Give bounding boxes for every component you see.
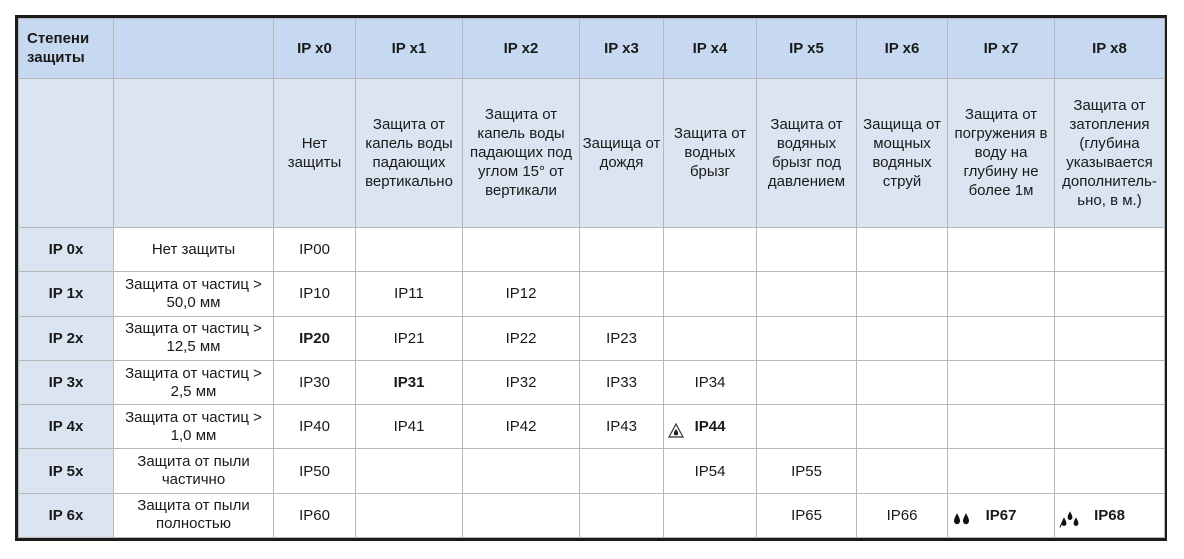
ip-rating-table <box>18 18 1165 538</box>
rating-code: IP32 <box>505 374 537 392</box>
table-row <box>19 493 1165 537</box>
desc-ipx0: Нет защиты <box>274 78 356 227</box>
rating-cell <box>1055 449 1165 493</box>
row-protection: Защита от пыли частично <box>114 449 274 493</box>
rating-cell <box>664 449 757 493</box>
rating-cell <box>274 228 356 272</box>
rating-code: IP60 <box>299 506 330 524</box>
rating-cell <box>356 449 463 493</box>
rating-cell <box>580 449 664 493</box>
desc-ipx7: Защита от погружения в воду на глубину не более 1м <box>948 78 1055 227</box>
rating-cell <box>857 449 948 493</box>
desc-ipx8: Защита от затопления (глубина указывается дополнитель-ьно, в м.) <box>1055 78 1165 227</box>
rating-cell <box>1055 316 1165 360</box>
rating-cell <box>857 405 948 449</box>
rating-cell <box>580 272 664 316</box>
col-header-ipx5: IP x5 <box>757 19 857 79</box>
desc-ipx1: Защита от капель воды падающих вертикально <box>356 78 463 227</box>
rating-code: IP43 <box>606 418 637 436</box>
rating-code: IP41 <box>393 418 425 436</box>
rating-cell <box>580 405 664 449</box>
col-header-ipx4: IP x4 <box>664 19 757 79</box>
desc-ipx4: Защита от водных брызг <box>664 78 757 227</box>
rating-code: IP40 <box>299 418 330 436</box>
rating-cell <box>664 228 757 272</box>
rating-cell <box>274 493 356 537</box>
description-row <box>19 78 1165 227</box>
col-header-ipx2: IP x2 <box>463 19 580 79</box>
triple-drop-icon <box>1059 511 1081 534</box>
rating-code: IP54 <box>694 462 726 480</box>
rating-cell <box>664 316 757 360</box>
rating-code: IP66 <box>886 506 918 524</box>
rating-code: IP55 <box>791 462 822 480</box>
rating-code: IP34 <box>694 374 726 392</box>
rating-code: IP00 <box>299 241 330 259</box>
rating-code: IP23 <box>606 329 637 347</box>
col-header-ipx3: IP x3 <box>580 19 664 79</box>
rating-cell <box>274 405 356 449</box>
rating-cell <box>463 228 580 272</box>
corner-header: Степени защиты <box>19 19 114 79</box>
rating-cell <box>664 272 757 316</box>
rating-cell <box>948 228 1055 272</box>
rating-cell <box>664 360 757 404</box>
rating-code: IP68 <box>1094 506 1125 524</box>
row-protection: Нет защиты <box>114 228 274 272</box>
row-protection: Защита от частиц > 12,5 мм <box>114 316 274 360</box>
rating-cell <box>356 405 463 449</box>
rating-code: IP11 <box>394 285 424 303</box>
table-row <box>19 272 1165 316</box>
rating-cell <box>356 228 463 272</box>
rating-cell <box>1055 405 1165 449</box>
table-row <box>19 316 1165 360</box>
rating-cell <box>463 316 580 360</box>
rating-cell <box>580 316 664 360</box>
row-code: IP 6x <box>19 493 114 537</box>
col-header-ipx6: IP x6 <box>857 19 948 79</box>
rating-cell <box>463 272 580 316</box>
desc-ipx5: Защита от водяных брызг под давлением <box>757 78 857 227</box>
double-drop-icon <box>952 512 972 531</box>
rating-cell <box>580 360 664 404</box>
rating-cell <box>580 228 664 272</box>
table-row <box>19 449 1165 493</box>
rating-cell <box>356 316 463 360</box>
rating-cell <box>463 360 580 404</box>
row-protection: Защита от частиц > 1,0 мм <box>114 405 274 449</box>
rating-cell <box>463 405 580 449</box>
rating-code: IP21 <box>393 329 425 347</box>
rating-cell <box>1055 228 1165 272</box>
rating-cell <box>948 272 1055 316</box>
water-drop-triangle-icon <box>668 423 684 443</box>
rating-code: IP42 <box>505 418 537 436</box>
rating-cell <box>1055 272 1165 316</box>
rating-cell <box>274 316 356 360</box>
rating-cell <box>274 272 356 316</box>
rating-code: IP20 <box>299 329 330 347</box>
rating-cell <box>463 493 580 537</box>
rating-code: IP31 <box>393 374 425 392</box>
table-row <box>19 360 1165 404</box>
rating-cell <box>757 272 857 316</box>
rating-cell <box>1055 360 1165 404</box>
rating-cell <box>664 493 757 537</box>
header-row <box>19 19 1165 79</box>
rating-cell <box>857 228 948 272</box>
rating-cell <box>948 360 1055 404</box>
rating-cell <box>274 360 356 404</box>
rating-cell <box>1055 493 1165 537</box>
rating-code: IP65 <box>791 506 822 524</box>
rating-code: IP67 <box>985 506 1017 524</box>
rating-cell <box>757 228 857 272</box>
rating-cell <box>664 405 757 449</box>
row-code: IP 5x <box>19 449 114 493</box>
rating-cell <box>356 360 463 404</box>
desc-ipx3: Защища от дождя <box>580 78 664 227</box>
row-protection: Защита от частиц > 50,0 мм <box>114 272 274 316</box>
rating-cell <box>948 449 1055 493</box>
rating-cell <box>757 405 857 449</box>
rating-code: IP30 <box>299 374 330 392</box>
rating-cell <box>757 360 857 404</box>
ip-rating-table-frame <box>15 15 1167 541</box>
row-code: IP 0x <box>19 228 114 272</box>
rating-cell <box>356 272 463 316</box>
table-row <box>19 405 1165 449</box>
table-body <box>19 228 1165 538</box>
table-row <box>19 228 1165 272</box>
rating-cell <box>757 493 857 537</box>
rating-code: IP44 <box>694 418 726 436</box>
rating-code: IP50 <box>299 462 330 480</box>
rating-cell <box>857 360 948 404</box>
rating-cell <box>356 493 463 537</box>
rating-cell <box>580 493 664 537</box>
rating-code: IP22 <box>505 329 537 347</box>
col-header-ipx1: IP x1 <box>356 19 463 79</box>
desc-blank-0 <box>19 78 114 227</box>
rating-cell <box>274 449 356 493</box>
rating-cell <box>857 272 948 316</box>
blank-header <box>114 19 274 79</box>
rating-cell <box>948 316 1055 360</box>
rating-code: IP10 <box>299 285 330 303</box>
rating-cell <box>857 493 948 537</box>
desc-ipx2: Защита от капель воды падающих под углом 15° от вертикали <box>463 78 580 227</box>
col-header-ipx0: IP x0 <box>274 19 356 79</box>
rating-code: IP33 <box>606 374 637 392</box>
rating-cell <box>857 316 948 360</box>
rating-cell <box>757 316 857 360</box>
row-code: IP 3x <box>19 360 114 404</box>
col-header-ipx8: IP x8 <box>1055 19 1165 79</box>
row-protection: Защита от пыли полностью <box>114 493 274 537</box>
col-header-ipx7: IP x7 <box>948 19 1055 79</box>
row-code: IP 2x <box>19 316 114 360</box>
rating-code: IP12 <box>505 285 537 303</box>
rating-cell <box>948 493 1055 537</box>
row-code: IP 4x <box>19 405 114 449</box>
row-code: IP 1x <box>19 272 114 316</box>
rating-cell <box>757 449 857 493</box>
desc-blank-1 <box>114 78 274 227</box>
desc-ipx6: Защища от мощных водяных струй <box>857 78 948 227</box>
rating-cell <box>463 449 580 493</box>
row-protection: Защита от частиц > 2,5 мм <box>114 360 274 404</box>
rating-cell <box>948 405 1055 449</box>
